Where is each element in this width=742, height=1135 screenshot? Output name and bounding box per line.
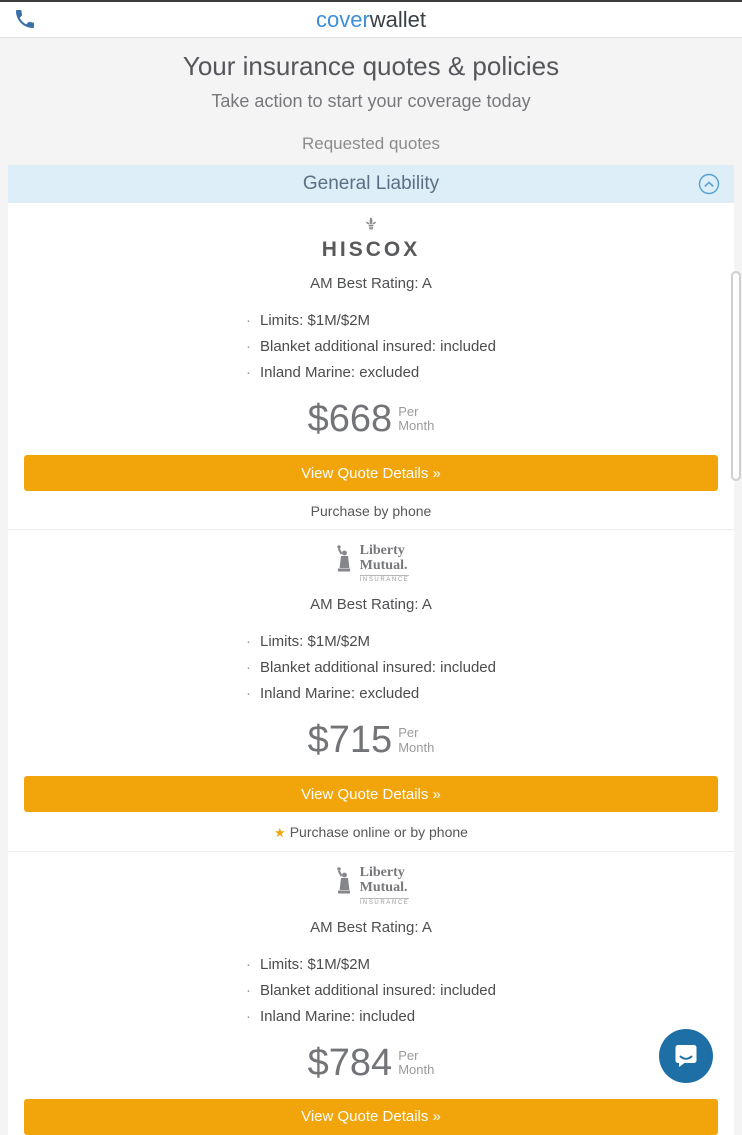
scrollbar-thumb[interactable] <box>731 271 741 481</box>
logo-part-cover: cover <box>315 6 370 32</box>
carrier-name: HISCOX <box>321 238 421 262</box>
collapse-section-button[interactable] <box>697 172 721 196</box>
feature-item: · Inland Marine: excluded <box>246 364 496 381</box>
phone-call-button[interactable] <box>12 7 38 33</box>
am-best-rating: AM Best Rating: A <box>310 275 432 293</box>
feature-item: · Limits: $1M/$2M <box>246 956 496 973</box>
liberty-mutual-wordmark: Liberty Mutual. INSURANCE <box>359 865 410 906</box>
feature-item: · Blanket additional insured: included <box>246 659 496 676</box>
statue-of-liberty-icon <box>333 544 355 579</box>
feature-list <box>246 947 496 1034</box>
feature-item: · Blanket additional insured: included <box>246 338 496 355</box>
page-subtitle: Take action to start your coverage today <box>211 91 531 112</box>
price-period: Per Month <box>398 1047 435 1078</box>
quote-card-liberty-mutual-2 <box>8 851 734 1134</box>
feature-item: · Blanket additional insured: included <box>246 982 496 999</box>
hiscox-logo <box>8 217 734 262</box>
price-period: Per Month <box>398 404 435 434</box>
category-title: General Liability <box>302 173 440 195</box>
phone-icon <box>13 19 37 34</box>
feature-list <box>246 303 496 390</box>
view-quote-details-button[interactable]: View Quote Details » <box>24 776 718 812</box>
feature-list <box>246 624 496 711</box>
star-icon: ★ <box>274 825 286 841</box>
chat-launcher-button[interactable] <box>659 1029 713 1083</box>
am-best-rating: AM Best Rating: A <box>310 596 432 614</box>
liberty-mutual-wordmark: Liberty Mutual. INSURANCE <box>359 543 410 584</box>
page-title: Your insurance quotes & policies <box>182 51 560 81</box>
am-best-rating: AM Best Rating: A <box>310 918 432 936</box>
feature-item: · Limits: $1M/$2M <box>246 633 496 650</box>
feature-item: · Inland Marine: included <box>246 1008 496 1025</box>
category-header-general-liability[interactable] <box>8 165 734 203</box>
quotes-container <box>8 203 734 1134</box>
feature-item: · Limits: $1M/$2M <box>246 312 496 329</box>
view-quote-details-button[interactable]: View Quote Details » <box>24 455 718 491</box>
price <box>8 1041 734 1084</box>
statue-of-liberty-icon <box>333 866 355 901</box>
price-period: Per Month <box>398 725 435 755</box>
price-amount: $715 <box>307 719 393 762</box>
feature-item: · Inland Marine: excluded <box>246 685 496 702</box>
app-header <box>0 2 742 38</box>
quote-card-hiscox <box>8 203 734 529</box>
price-amount: $668 <box>307 398 393 441</box>
chat-bubble-icon <box>671 1040 701 1073</box>
price <box>8 721 734 761</box>
fleur-de-lis-icon <box>364 217 378 236</box>
requested-quotes-label: Requested quotes <box>302 134 440 154</box>
price <box>8 400 734 440</box>
liberty-mutual-logo <box>8 544 734 583</box>
quote-card-liberty-mutual <box>8 529 734 851</box>
logo-part-wallet: wallet <box>369 6 427 32</box>
coverwallet-logo <box>315 6 427 32</box>
purchase-note: ★ Purchase online or by phone <box>274 824 468 841</box>
chevron-up-circle-icon <box>697 184 721 199</box>
liberty-mutual-logo <box>8 866 734 905</box>
view-quote-details-button[interactable]: View Quote Details » <box>24 1099 718 1135</box>
purchase-note: Purchase by phone <box>310 503 432 520</box>
price-amount: $784 <box>307 1041 393 1084</box>
